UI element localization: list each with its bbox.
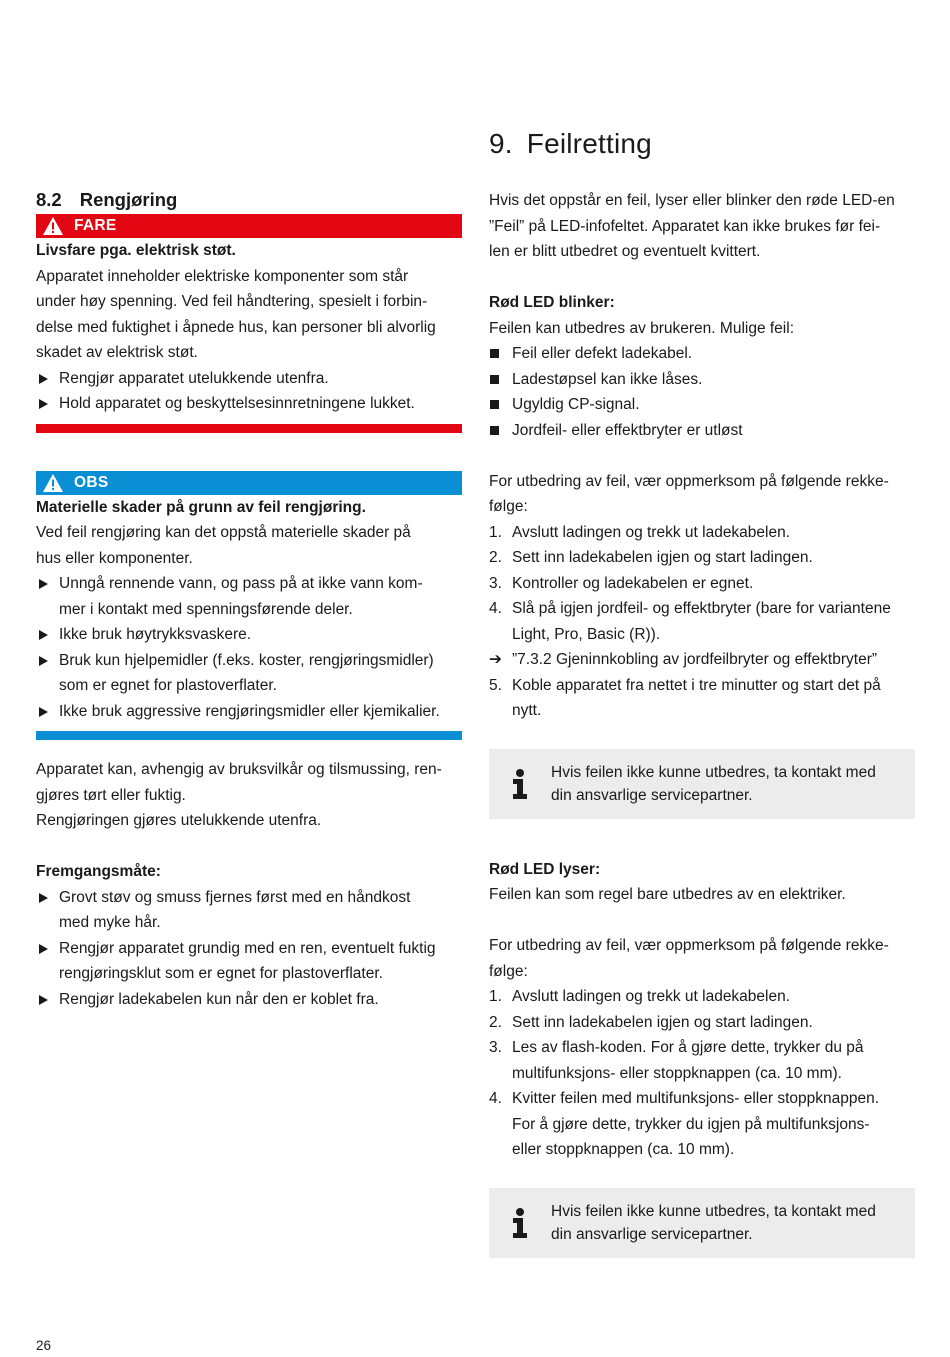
list-item-line: Ikke bruk høytrykksvaskere. xyxy=(59,626,252,643)
list-item: Hold apparatet og beskyttelsesinnretningene lukket. xyxy=(36,391,462,417)
list-item xyxy=(36,936,462,987)
cleaning-text-line: Rengjøringen gjøres utelukkende utenfra. xyxy=(36,812,322,829)
step-item xyxy=(489,596,915,647)
order-line: følge: xyxy=(489,962,528,980)
list-item-line: rengjøringsklut som er egnet for plastoverflater. xyxy=(59,965,383,982)
list-item-line: som er egnet for plastoverflater. xyxy=(59,677,277,694)
list-item xyxy=(36,622,462,648)
notice-actions-list xyxy=(36,571,462,724)
step-line: Light, Pro, Basic (R)). xyxy=(512,625,661,643)
step-line: eller stoppknappen (ca. 10 mm). xyxy=(512,1141,735,1158)
cleaning-text-line: gjøres tørt eller fuktig. xyxy=(36,786,186,804)
list-item-line: med myke hår. xyxy=(59,914,161,931)
lit-heading: Rød LED lyser: xyxy=(489,860,601,878)
list-item xyxy=(36,885,462,936)
arrow-right-icon: ➔ xyxy=(489,651,502,668)
step-item xyxy=(489,1010,915,1036)
warning-triangle-icon xyxy=(42,473,64,493)
list-item xyxy=(36,648,462,699)
cross-reference-link[interactable] xyxy=(489,647,915,673)
step-number: 2. xyxy=(489,1013,502,1031)
step-item xyxy=(489,984,915,1010)
list-item: Rengjør apparatet utelukkende utenfra. xyxy=(36,366,462,392)
step-line: Koble apparatet fra nettet i tre minutter og start det på xyxy=(512,676,881,694)
notice-text-line: hus eller komponenter. xyxy=(36,549,193,567)
section-title-text: Feilretting xyxy=(526,128,652,159)
danger-text-line: Apparatet inneholder elektriske komponenter som står xyxy=(36,267,409,285)
step-number: 4. xyxy=(489,1090,502,1107)
notice-headline: Materielle skader på grunn av feil rengjøring. xyxy=(36,498,366,516)
step-item xyxy=(489,545,915,571)
step-item xyxy=(489,673,915,724)
step-number: 2. xyxy=(489,549,502,566)
step-number: 5. xyxy=(489,676,502,694)
step-line: nytt. xyxy=(512,702,542,719)
lit-lead: Feilen kan som regel bare utbedres av en elektriker. xyxy=(489,886,846,903)
list-item xyxy=(36,699,462,725)
step-item xyxy=(489,1035,915,1086)
cleaning-text-line: Apparatet kan, avhengig av bruksvilkår og tilsmussing, ren- xyxy=(36,761,442,778)
blink-heading: Rød LED blinker: xyxy=(489,294,615,311)
info-text xyxy=(551,761,876,807)
subsection-title-text: Rengjøring xyxy=(79,189,178,210)
list-item: Ugyldig CP-signal. xyxy=(489,392,915,418)
step-line: Kvitter feilen med multifunksjons- eller stoppknappen. xyxy=(512,1090,880,1107)
list-item-line: mer i kontakt med spenningsførende deler. xyxy=(59,600,353,618)
info-text xyxy=(551,1200,876,1246)
subsection-title xyxy=(36,186,462,214)
possible-errors-list xyxy=(489,341,915,443)
cross-reference-text: ”7.3.2 Gjeninnkobling av jordfeilbryter og effektbryter” xyxy=(512,651,878,668)
danger-actions-list xyxy=(36,366,462,417)
blink-lead: Feilen kan utbedres av brukeren. Mulige feil: xyxy=(489,319,794,337)
list-item-line: Rengjør apparatet grundig med en ren, eventuelt fuktig xyxy=(59,939,436,957)
info-icon xyxy=(509,1207,531,1239)
page-number: 26 xyxy=(36,1338,52,1353)
step-line: For å gjøre dette, trykker du igjen på multifunksjons- xyxy=(512,1115,870,1133)
lit-steps-list xyxy=(489,984,915,1163)
danger-banner xyxy=(36,214,462,238)
intro-line: len er blitt utbedret og eventuelt kvittert. xyxy=(489,243,761,260)
info-text-line: din ansvarlige servicepartner. xyxy=(551,1225,753,1243)
step-line: Les av flash-koden. For å gjøre dette, trykker du på xyxy=(512,1039,864,1056)
subsection-number: 8.2 xyxy=(36,189,62,210)
section-title xyxy=(489,128,652,160)
step-line: Kontroller og ladekabelen er egnet. xyxy=(512,574,754,592)
step-number: 1. xyxy=(489,988,502,1005)
info-icon xyxy=(509,768,531,800)
notice-text-line: Ved feil rengjøring kan det oppstå materielle skader på xyxy=(36,524,411,541)
danger-end-rule xyxy=(36,424,462,433)
list-item: Ladestøpsel kan ikke låses. xyxy=(489,367,915,393)
order-line: følge: xyxy=(489,498,528,515)
section-number: 9. xyxy=(489,128,513,159)
info-text-line: Hvis feilen ikke kunne utbedres, ta kontakt med xyxy=(551,763,876,781)
notice-banner xyxy=(36,471,462,495)
step-line: Avslutt ladingen og trekk ut ladekabelen. xyxy=(512,988,791,1005)
list-item: Jordfeil- eller effektbryter er utløst xyxy=(489,418,915,444)
list-item-line: Bruk kun hjelpemidler (f.eks. koster, rengjøringsmidler) xyxy=(59,651,434,669)
info-text-line: din ansvarlige servicepartner. xyxy=(551,786,753,804)
list-item-line: Grovt støv og smuss fjernes først med en håndkost xyxy=(59,888,411,906)
list-item-line: Ikke bruk aggressive rengjøringsmidler eller kjemikalier. xyxy=(59,702,440,720)
step-number: 3. xyxy=(489,574,502,592)
warning-triangle-icon xyxy=(42,216,64,236)
info-text-line: Hvis feilen ikke kunne utbedres, ta kontakt med xyxy=(551,1202,876,1220)
step-line: Sett inn ladekabelen igjen og start ladingen. xyxy=(512,549,813,566)
notice-label: OBS xyxy=(74,473,109,491)
step-number: 4. xyxy=(489,600,502,617)
order-line: For utbedring av feil, vær oppmerksom på følgende rekke- xyxy=(489,937,889,954)
danger-text-line: under høy spenning. Ved feil håndtering, spesielt i forbin- xyxy=(36,293,428,310)
right-column xyxy=(489,186,915,1258)
danger-text-line: delse med fuktighet i åpnede hus, kan personer bli alvorlig xyxy=(36,318,436,336)
blink-steps-list xyxy=(489,520,915,648)
left-column xyxy=(36,186,462,1012)
step-item xyxy=(489,520,915,546)
list-item xyxy=(36,571,462,622)
list-item-line: Rengjør ladekabelen kun når den er koblet fra. xyxy=(59,990,379,1008)
step-number: 3. xyxy=(489,1039,502,1056)
step-item xyxy=(489,1086,915,1163)
step-line: Avslutt ladingen og trekk ut ladekabelen. xyxy=(512,523,791,541)
order-line: For utbedring av feil, vær oppmerksom på følgende rekke- xyxy=(489,472,889,490)
notice-end-rule xyxy=(36,731,462,740)
intro-line: ”Feil” på LED-infofeltet. Apparatet kan ikke brukes før fei- xyxy=(489,217,881,235)
list-item: Feil eller defekt ladekabel. xyxy=(489,341,915,367)
danger-label: FARE xyxy=(74,217,117,234)
info-box xyxy=(489,1188,915,1258)
step-line: multifunksjons- eller stoppknappen (ca. 10 mm). xyxy=(512,1064,842,1082)
danger-headline: Livsfare pga. elektrisk støt. xyxy=(36,242,236,259)
list-item-line: Unngå rennende vann, og pass på at ikke vann kom- xyxy=(59,575,423,592)
list-item xyxy=(36,987,462,1013)
intro-line: Hvis det oppstår en feil, lyser eller blinker den røde LED-en xyxy=(489,192,895,209)
procedure-heading: Fremgangsmåte: xyxy=(36,863,161,880)
step-line: Slå på igjen jordfeil- og effektbryter (bare for variantene xyxy=(512,600,891,617)
step-line: Sett inn ladekabelen igjen og start ladingen. xyxy=(512,1013,813,1031)
info-box xyxy=(489,749,915,819)
blink-steps-list-continued xyxy=(489,673,915,724)
danger-text-line: skadet av elektrisk støt. xyxy=(36,344,198,361)
step-number: 1. xyxy=(489,523,502,541)
step-item xyxy=(489,571,915,597)
procedure-list xyxy=(36,885,462,1013)
